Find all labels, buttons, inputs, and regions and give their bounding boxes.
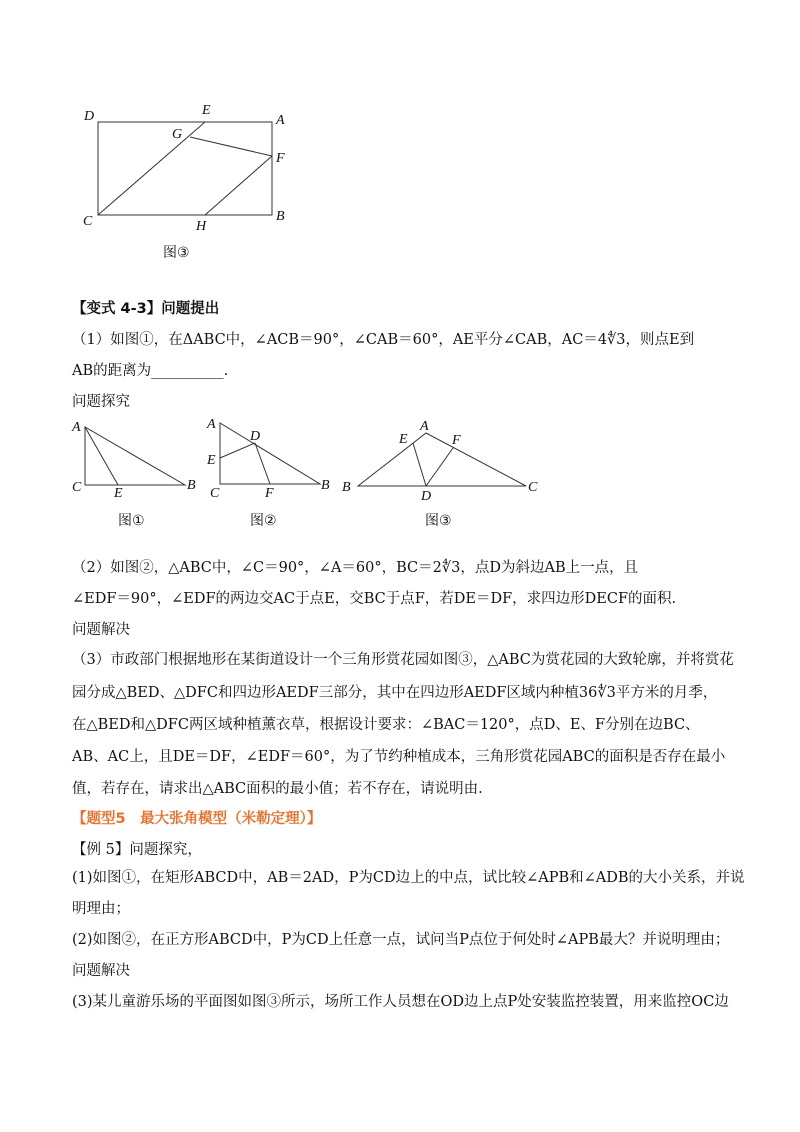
fig3-label-A: A xyxy=(420,419,429,434)
figure-2 xyxy=(200,413,335,503)
label-G: G xyxy=(172,127,183,142)
figure-caption: 图③ xyxy=(163,245,190,261)
figure-3 xyxy=(338,418,548,503)
label-C: C xyxy=(83,214,93,229)
fig2-label-B: B xyxy=(321,478,330,493)
label-H: H xyxy=(196,219,207,234)
fig3-label-B: B xyxy=(342,480,351,495)
fig3-label-D: D xyxy=(421,489,432,503)
fig1-label-A: A xyxy=(72,420,81,435)
q2-line1: （2）如图②，△ABC中，∠C＝90°，∠A＝60°，BC＝2∜3，点D为斜边AB上一点，且 xyxy=(72,560,639,576)
solve-heading-2: 问题解决 xyxy=(72,963,130,979)
label-B: B xyxy=(276,209,285,224)
explore-heading: 问题探究 xyxy=(72,394,130,410)
label-F: F xyxy=(276,151,285,166)
label-A: A xyxy=(276,113,285,128)
q3-line2: 园分成△BED、△DFC和四边形AEDF三部分，其中在四边形AEDF区域内种植36∜3平方米的月季， xyxy=(72,685,718,701)
fig2-label-D: D xyxy=(250,429,261,444)
fig2-label-C: C xyxy=(210,486,220,501)
fig2-label-E: E xyxy=(207,453,216,468)
fig1-label-C: C xyxy=(72,480,82,495)
fig2-label-F: F xyxy=(265,486,274,501)
e2-line1: (2)如图②，在正方形ABCD中，P为CD上任意一点，试问当P点位于何处时∠APB最大？并说明理由； xyxy=(72,932,730,948)
q1-line2: AB的距离为__________. xyxy=(72,363,229,379)
q2-line2: ∠EDF＝90°，∠EDF的两边交AC于点E，交BC于点F，若DE＝DF，求四边形DECF的面积. xyxy=(72,591,677,607)
e3-line1: (3)某儿童游乐场的平面图如图③所示，场所工作人员想在OD边上点P处安装监控装置，用来监控OC边 xyxy=(72,994,729,1010)
e1-line1: (1)如图①，在矩形ABCD中，AB＝2AD，P为CD边上的中点，试比较∠APB和∠ADB的大小关系，并说 xyxy=(72,870,745,886)
q3-line5: 值，若存在，请求出△ABC面积的最小值；若不存在，请说明由. xyxy=(72,781,483,797)
q3-line1: （3）市政部门根据地形在某街道设计一个三角形赏花园如图③，△ABC为赏花园的大致轮廓，并将赏花 xyxy=(72,652,734,668)
fig1-label-E: E xyxy=(114,486,123,500)
solve-heading: 问题解决 xyxy=(72,622,130,638)
example-5: 【例 5】问题探究， xyxy=(72,842,202,858)
fig3-label-F: F xyxy=(452,433,461,448)
fig3-caption: 图③ xyxy=(425,513,452,529)
label-D: D xyxy=(84,109,95,124)
fig3-label-E: E xyxy=(399,432,408,447)
topic-5-heading: 【题型5 最大张角模型（米勒定理）】 xyxy=(72,811,322,827)
e1-line2: 明理由； xyxy=(72,901,130,917)
q3-line3: 在△BED和△DFC两区域种植薰衣草，根据设计要求：∠BAC＝120°，点D、E、F分别在边BC、 xyxy=(72,717,700,733)
fig2-label-A: A xyxy=(207,417,216,432)
fig1-caption: 图① xyxy=(118,513,145,529)
figure-1 xyxy=(70,415,200,500)
fig3-label-C: C xyxy=(528,480,538,495)
variant-title: 【变式 4-3】问题提出 xyxy=(72,301,220,317)
figure-rectangle xyxy=(80,100,295,235)
fig1-label-B: B xyxy=(187,478,196,493)
fig2-caption: 图② xyxy=(250,513,277,529)
q1-line1: （1）如图①，在ΔABC中，∠ACB＝90°，∠CAB＝60°，AE平分∠CAB，AC＝4∜3，则点E到 xyxy=(72,332,695,348)
label-E: E xyxy=(202,103,211,118)
q3-line4: AB、AC上，且DE＝DF，∠EDF＝60°，为了节约种植成本，三角形赏花园ABC的面积是否存在最小 xyxy=(72,749,726,765)
